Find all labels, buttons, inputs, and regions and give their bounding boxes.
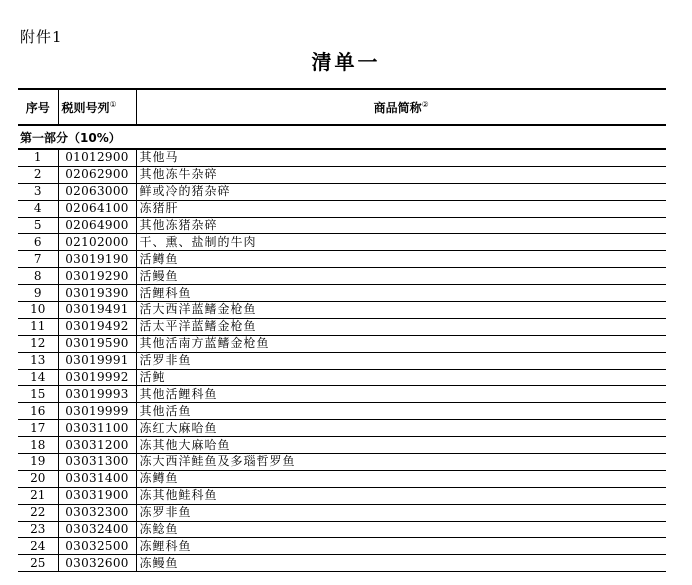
row-product-name: 其他活鱼 [136,403,666,420]
footnote-1-marker: ① [109,99,117,109]
row-product-name: 其他活鲤科鱼 [136,386,666,403]
row-tariff-code: 03031300 [58,454,136,471]
row-tariff-code: 03019491 [58,302,136,319]
row-tariff-code: 03032500 [58,538,136,555]
row-seq: 15 [18,386,58,403]
row-seq: 25 [18,555,58,572]
row-tariff-code: 03031100 [58,420,136,437]
row-seq: 14 [18,369,58,386]
row-seq: 17 [18,420,58,437]
row-seq: 6 [18,234,58,251]
row-product-name: 冻鳗鱼 [136,555,666,572]
row-product-name: 活鲀 [136,369,666,386]
table-row [18,251,666,268]
row-product-name: 活大西洋蓝鳍金枪鱼 [136,302,666,319]
row-tariff-code: 02064900 [58,217,136,234]
row-product-name: 冻其他鲑科鱼 [136,487,666,504]
row-seq: 1 [18,149,58,166]
row-tariff-code: 03019991 [58,352,136,369]
table-row [18,470,666,487]
table-row [18,437,666,454]
table-row [18,217,666,234]
row-seq: 4 [18,200,58,217]
row-seq: 10 [18,302,58,319]
row-product-name: 其他冻猪杂碎 [136,217,666,234]
row-seq: 22 [18,504,58,521]
table-row [18,454,666,471]
row-tariff-code: 03019999 [58,403,136,420]
row-tariff-code: 03032400 [58,521,136,538]
row-seq: 21 [18,487,58,504]
header-tariff-code: 税则号列① [58,89,136,125]
row-product-name: 活鳗鱼 [136,268,666,285]
row-tariff-code: 03019190 [58,251,136,268]
row-tariff-code: 03019492 [58,318,136,335]
row-tariff-code: 03019993 [58,386,136,403]
section-heading: 第一部分（10%） [18,125,666,149]
row-tariff-code: 03019590 [58,335,136,352]
table-row [18,234,666,251]
row-product-name: 活罗非鱼 [136,352,666,369]
row-tariff-code: 03031400 [58,470,136,487]
row-product-name: 冻红大麻哈鱼 [136,420,666,437]
row-tariff-code: 03019992 [58,369,136,386]
row-seq: 23 [18,521,58,538]
table-row [18,504,666,521]
row-product-name: 冻罗非鱼 [136,504,666,521]
table-row [18,386,666,403]
row-tariff-code: 03031200 [58,437,136,454]
row-product-name: 冻其他大麻哈鱼 [136,437,666,454]
table-row [18,352,666,369]
table-row [18,555,666,572]
table-row [18,487,666,504]
row-product-name: 活鲤科鱼 [136,285,666,302]
row-product-name: 活鳟鱼 [136,251,666,268]
table-row [18,285,666,302]
table-row [18,335,666,352]
table-row [18,268,666,285]
row-product-name: 活太平洋蓝鳍金枪鱼 [136,318,666,335]
header-seq: 序号 [18,89,58,125]
row-seq: 5 [18,217,58,234]
table-row [18,166,666,183]
row-seq: 11 [18,318,58,335]
row-seq: 19 [18,454,58,471]
table-row [18,403,666,420]
row-tariff-code: 01012900 [58,149,136,166]
row-tariff-code: 02064100 [58,200,136,217]
table-row [18,420,666,437]
table-row [18,200,666,217]
table-row [18,149,666,166]
footnote-2-marker: ② [421,99,429,109]
row-seq: 8 [18,268,58,285]
row-product-name: 其他活南方蓝鳍金枪鱼 [136,335,666,352]
tariff-list-table [18,88,666,572]
row-seq: 24 [18,538,58,555]
row-seq: 20 [18,470,58,487]
row-product-name: 冻鲶鱼 [136,521,666,538]
table-header-row [18,89,666,125]
section-heading-row [18,125,666,149]
table-row [18,183,666,200]
row-tariff-code: 03019290 [58,268,136,285]
row-seq: 16 [18,403,58,420]
row-product-name: 其他马 [136,149,666,166]
row-tariff-code: 02063000 [58,183,136,200]
row-product-name: 冻鳟鱼 [136,470,666,487]
row-tariff-code: 03032300 [58,504,136,521]
row-product-name: 冻鲤科鱼 [136,538,666,555]
table-row [18,521,666,538]
table-row [18,538,666,555]
row-tariff-code: 03019390 [58,285,136,302]
row-seq: 9 [18,285,58,302]
row-seq: 2 [18,166,58,183]
row-tariff-code: 02102000 [58,234,136,251]
row-tariff-code: 03031900 [58,487,136,504]
row-product-name: 鲜或冷的猪杂碎 [136,183,666,200]
row-product-name: 冻大西洋鲑鱼及多瑙哲罗鱼 [136,454,666,471]
table-row [18,318,666,335]
header-product-name: 商品简称② [136,89,666,125]
row-product-name: 其他冻牛杂碎 [136,166,666,183]
row-seq: 18 [18,437,58,454]
row-seq: 7 [18,251,58,268]
row-product-name: 干、熏、盐制的牛肉 [136,234,666,251]
row-seq: 12 [18,335,58,352]
row-seq: 13 [18,352,58,369]
attachment-label: 附件1 [20,28,63,46]
row-product-name: 冻猪肝 [136,200,666,217]
row-tariff-code: 03032600 [58,555,136,572]
table-row [18,369,666,386]
table-row [18,302,666,319]
list-title: 清单一 [311,50,381,74]
row-tariff-code: 02062900 [58,166,136,183]
row-seq: 3 [18,183,58,200]
